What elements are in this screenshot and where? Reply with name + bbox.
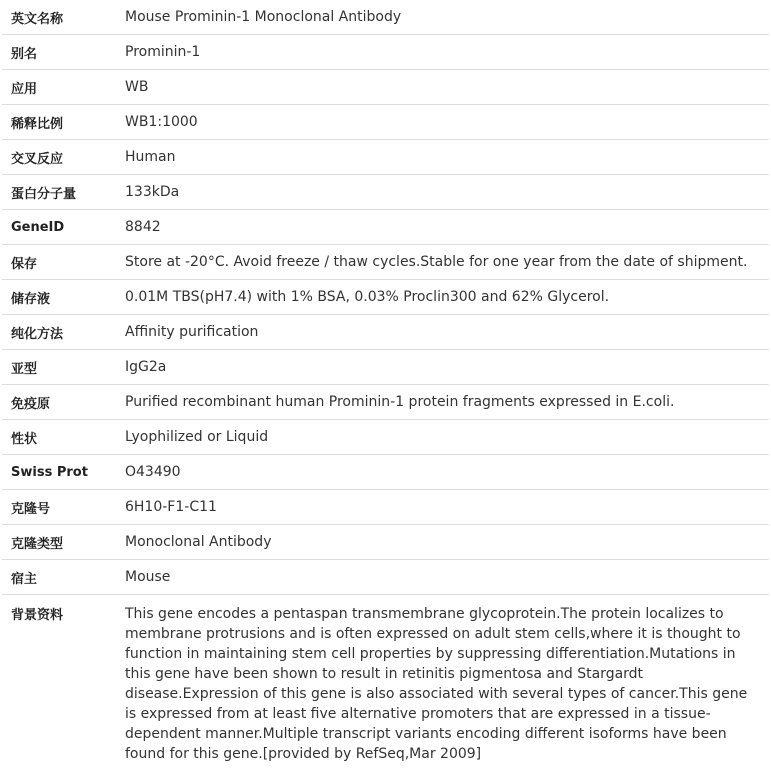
row-value: Lyophilized or Liquid — [114, 420, 769, 455]
row-label: 宿主 — [2, 560, 114, 595]
product-spec-table — [2, 0, 769, 768]
row-label: 英文名称 — [2, 0, 114, 35]
row-value: Monoclonal Antibody — [114, 525, 769, 560]
row-value: 8842 — [114, 210, 769, 245]
row-label: 背景资料 — [2, 595, 114, 768]
row-english-name — [2, 0, 769, 35]
row-value: Mouse Prominin-1 Monoclonal Antibody — [114, 0, 769, 35]
row-gene-id — [2, 210, 769, 245]
row-value: Affinity purification — [114, 315, 769, 350]
row-purification — [2, 315, 769, 350]
row-label: Swiss Prot — [2, 455, 114, 490]
row-storage-buffer — [2, 280, 769, 315]
row-label: 应用 — [2, 70, 114, 105]
row-label: 亚型 — [2, 350, 114, 385]
row-immunogen — [2, 385, 769, 420]
row-label: 克隆类型 — [2, 525, 114, 560]
row-alias — [2, 35, 769, 70]
row-value: Purified recombinant human Prominin-1 protein fragments expressed in E.coli. — [114, 385, 769, 420]
row-swiss-prot — [2, 455, 769, 490]
background-text: This gene encodes a pentaspan transmembrane glycoprotein.The protein localizes to membrane protrusions and is often expressed on adult stem cells,where it is thought to function in maintaining stem cell properties by suppressing differentiation.Mutations in this gene have been shown to result in retinitis pigmentosa and Stargardt disease.Expression of this gene is also associated with several types of cancer.This gene is expressed from at least five alternative promoters that are expressed in a tissue-dependent manner.Multiple transcript variants encoding different isoforms have been found for this gene.[provided by RefSeq,Mar 2009] — [114, 595, 769, 768]
row-value: Human — [114, 140, 769, 175]
row-label: 交叉反应 — [2, 140, 114, 175]
row-value: Store at -20°C. Avoid freeze / thaw cycles.Stable for one year from the date of shipment. — [114, 245, 769, 280]
row-label: 免疫原 — [2, 385, 114, 420]
row-label: 蛋白分子量 — [2, 175, 114, 210]
row-label: 保存 — [2, 245, 114, 280]
row-label: 性状 — [2, 420, 114, 455]
row-isotype — [2, 350, 769, 385]
row-host — [2, 560, 769, 595]
row-value: O43490 — [114, 455, 769, 490]
row-cross-reactivity — [2, 140, 769, 175]
row-label: 稀释比例 — [2, 105, 114, 140]
row-value: 133kDa — [114, 175, 769, 210]
row-value: Prominin-1 — [114, 35, 769, 70]
row-value: Mouse — [114, 560, 769, 595]
row-clone-number — [2, 490, 769, 525]
row-storage — [2, 245, 769, 280]
row-dilution — [2, 105, 769, 140]
row-value: WB1:1000 — [114, 105, 769, 140]
row-background — [2, 595, 769, 768]
row-form — [2, 420, 769, 455]
row-application — [2, 70, 769, 105]
row-value: IgG2a — [114, 350, 769, 385]
row-label: 克隆号 — [2, 490, 114, 525]
row-value: WB — [114, 70, 769, 105]
row-clonality — [2, 525, 769, 560]
row-label: GeneID — [2, 210, 114, 245]
row-label: 纯化方法 — [2, 315, 114, 350]
row-label: 储存液 — [2, 280, 114, 315]
row-molecular-weight — [2, 175, 769, 210]
row-label: 别名 — [2, 35, 114, 70]
row-value: 0.01M TBS(pH7.4) with 1% BSA, 0.03% Proclin300 and 62% Glycerol. — [114, 280, 769, 315]
row-value: 6H10-F1-C11 — [114, 490, 769, 525]
